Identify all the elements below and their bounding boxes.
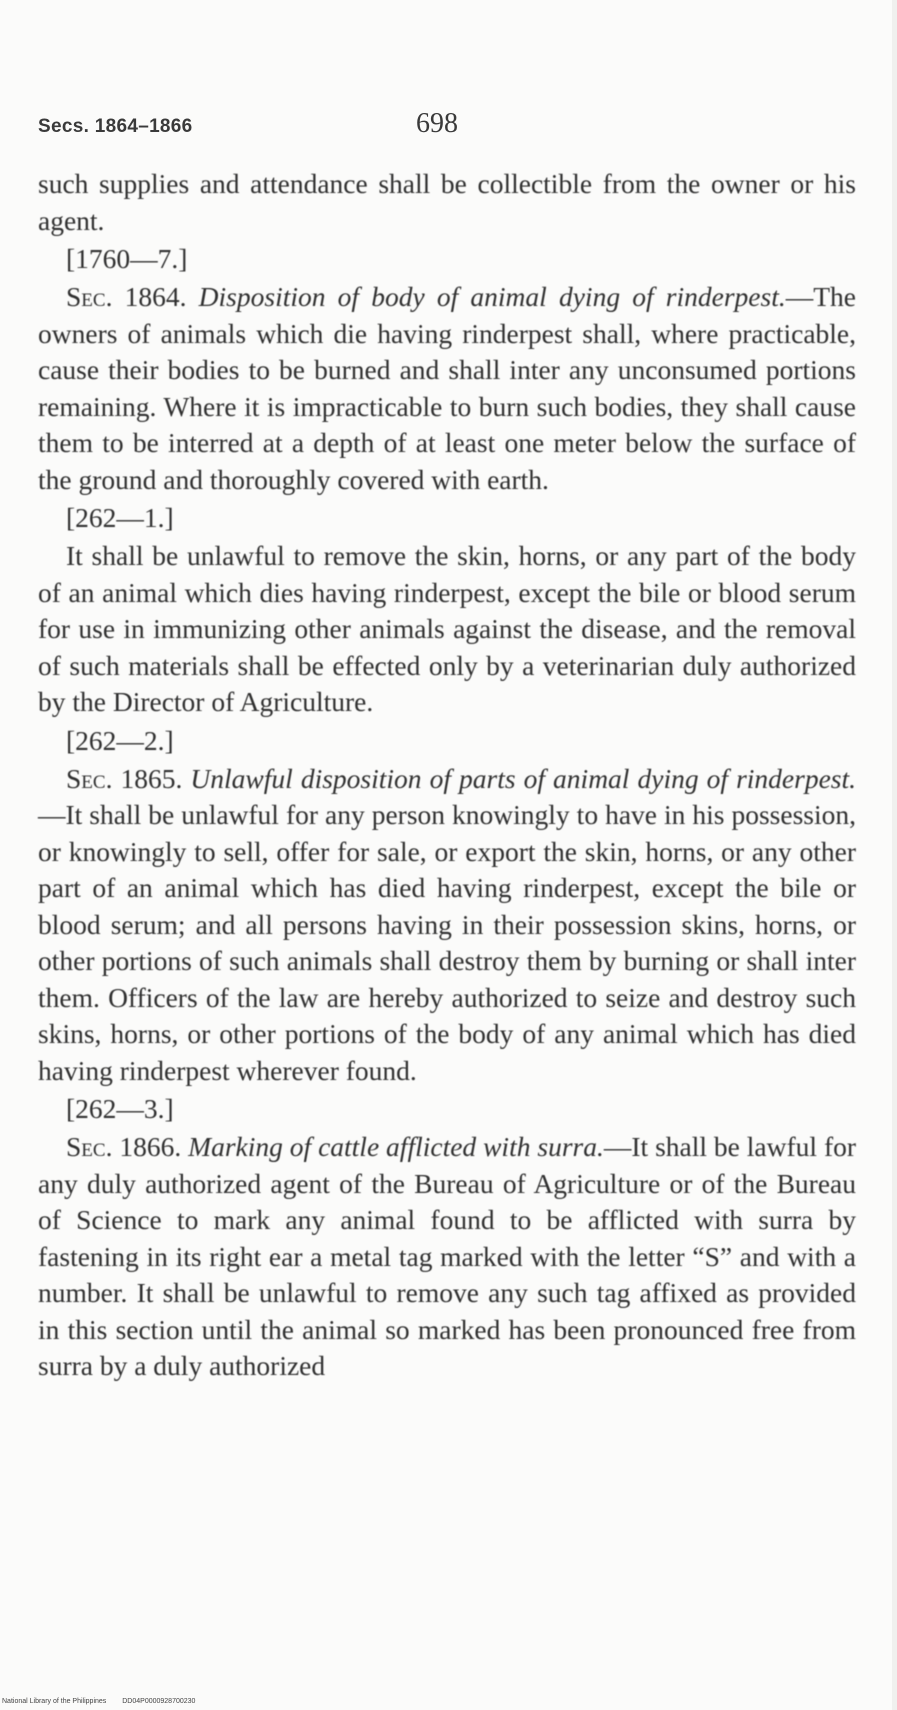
paragraph-continuation: such supplies and attendance shall be collectible from the owner or his agent.: [38, 168, 856, 236]
paragraph-unlawful-removal: It shall be unlawful to remove the skin, horns, or any part of the body of an animal which dies having rinderpest, except the bile or blood serum for use in immunizing other animals against the disease, and the removal of such materials shall be effected only by a veterinarian duly authorized by the Director of Agriculture.: [38, 540, 856, 717]
citation: [1760—7.]: [66, 243, 188, 274]
scan-footer: [2, 1698, 209, 1705]
running-head: Secs. 1864–1866: [38, 116, 193, 137]
scan-identifier: DD04P0000928700230: [122, 1698, 196, 1705]
page-body: [38, 166, 856, 1385]
page-header: [38, 106, 858, 146]
citation: [262—3.]: [66, 1093, 174, 1124]
citation: [262—1.]: [66, 502, 174, 533]
section-title: Unlawful disposition of parts of animal dying of rinderpest.: [190, 762, 856, 794]
section-text: —It shall be lawful for any duly authorized agent of the Bureau of Agriculture or of the Bureau of Science to mark any animal found to be afflicted with surra by fastening in its right ear a metal tag marked with the letter “S” and with a number. It shall be unlawful to remove any such tag affixed as provided in this section until the animal so marked has been pronounced free from surra by a duly authorized: [38, 1131, 857, 1381]
section-text: —It shall be unlawful for any person knowingly to have in his possession, or knowingly to sell, offer for sale, or export the skin, horns, or any other part of an animal which has died having rinderpest, except the bile or blood serum; and all persons having in their possession skins, horns, or other portions of such animals shall destroy them by burning or shall inter them. Officers of the law are hereby authorized to seize and destroy such skins, horns, or other portions of the body of any animal which has died having rinderpest wherever found.: [38, 799, 856, 1086]
library-credit: National Library of the Philippines: [2, 1698, 107, 1705]
section-label: Sec. 1866.: [66, 1131, 182, 1162]
section-title: Marking of cattle afflicted with surra.: [188, 1131, 604, 1162]
section-1866: [38, 1129, 856, 1385]
scan-edge: [892, 0, 897, 1710]
page-number: 698: [416, 108, 458, 139]
section-label: Sec. 1864.: [66, 281, 187, 312]
section-1864: [38, 279, 856, 498]
citation: [262—2.]: [66, 724, 174, 756]
section-1865: [38, 761, 856, 1090]
section-title: Disposition of body of animal dying of rinderpest.: [198, 281, 786, 312]
section-label: Sec. 1865.: [66, 762, 183, 794]
section-text: —The owners of animals which die having rinderpest shall, where practicable, cause their bodies to be burned and shall inter any unconsumed portions remaining. Where it is impracticable to burn such bodies, they shall cause them to be interred at a depth of at least one meter below the surface of the ground and thoroughly covered with earth.: [38, 281, 856, 495]
